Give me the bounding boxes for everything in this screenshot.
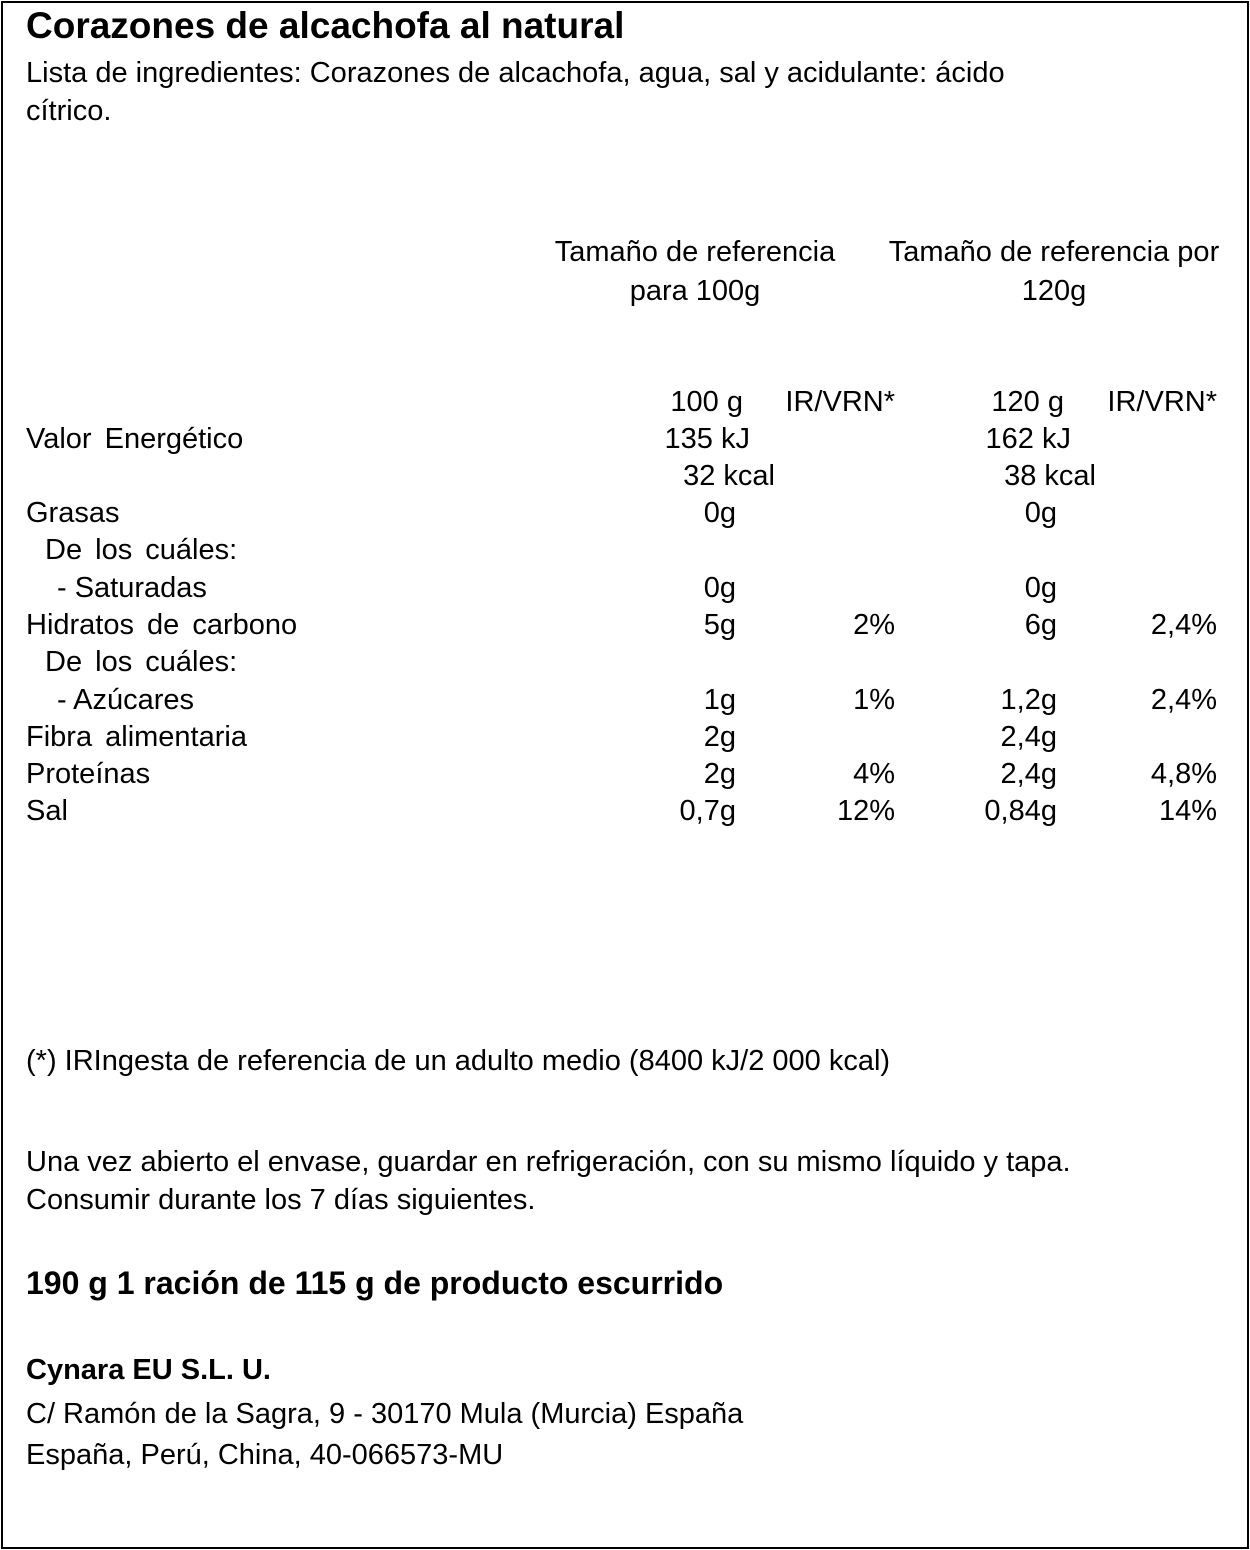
ingredients-line-1: Lista de ingredientes: Corazones de alcachofa, agua, sal y acidulante: ácido (26, 57, 1005, 89)
row-energy-kcal-100g: 32 kcal (683, 460, 775, 492)
row-fibre-100g: 2g (703, 721, 736, 753)
company-name: Cynara EU S.L. U. (26, 1354, 271, 1386)
row-salt-100g: 0,7g (679, 795, 736, 827)
row-label-energy: Valor Energético (26, 423, 244, 455)
row-energy-kj-120g: 162 kJ (985, 423, 1071, 455)
row-label-protein: Proteínas (26, 758, 151, 790)
storage-instructions-line-2: Consumir durante los 7 días siguientes. (26, 1184, 536, 1216)
row-label-saturated: - Saturadas (57, 572, 207, 604)
row-carbohydrates-ir-120g: 2,4% (1150, 609, 1217, 641)
row-label-carbohydrates: Hidratos de carbono (26, 609, 298, 641)
row-saturated-120g: 0g (1024, 572, 1057, 604)
origin-and-registry: España, Perú, China, 40-066573-MU (26, 1439, 504, 1471)
row-sugars-ir-100g: 1% (853, 684, 895, 716)
row-carbohydrates-ir-100g: 2% (853, 609, 895, 641)
product-title: Corazones de alcachofa al natural (26, 5, 625, 46)
ref-120g-subheading: 120g (1021, 275, 1087, 307)
row-fat-100g: 0g (703, 497, 736, 529)
col-header-100g: 100 g (670, 386, 743, 418)
row-label-of-which-carbs: De los cuáles: (45, 646, 238, 678)
company-address: C/ Ramón de la Sagra, 9 - 30170 Mula (Murcia) España (26, 1398, 744, 1430)
row-protein-100g: 2g (703, 758, 736, 790)
row-label-of-which-fat: De los cuáles: (45, 534, 238, 566)
row-energy-kcal-120g: 38 kcal (1004, 460, 1096, 492)
row-salt-ir-120g: 14% (1158, 795, 1217, 827)
footnote: (*) IRIngesta de referencia de un adulto medio (8400 kJ/2 000 kcal) (26, 1045, 891, 1077)
row-label-sugars: - Azúcares (57, 684, 194, 716)
row-fibre-120g: 2,4g (1000, 721, 1057, 753)
ref-120g-heading: Tamaño de referencia por (888, 236, 1220, 268)
row-sugars-100g: 1g (703, 684, 736, 716)
row-label-fat: Grasas (26, 497, 120, 529)
row-sugars-120g: 1,2g (1000, 684, 1057, 716)
row-salt-ir-100g: 12% (836, 795, 895, 827)
row-carbohydrates-120g: 6g (1024, 609, 1057, 641)
row-saturated-100g: 0g (703, 572, 736, 604)
row-salt-120g: 0,84g (984, 795, 1057, 827)
col-header-irvrn-100g: IR/VRN* (785, 386, 895, 418)
row-protein-ir-120g: 4,8% (1150, 758, 1217, 790)
row-fat-120g: 0g (1024, 497, 1057, 529)
row-label-salt: Sal (26, 795, 68, 827)
col-header-120g: 120 g (991, 386, 1064, 418)
storage-instructions-line-1: Una vez abierto el envase, guardar en refrigeración, con su mismo líquido y tapa. (26, 1146, 1071, 1178)
col-header-irvrn-120g: IR/VRN* (1107, 386, 1217, 418)
net-weight: 190 g 1 ración de 115 g de producto escurrido (26, 1265, 724, 1301)
row-sugars-ir-120g: 2,4% (1150, 684, 1217, 716)
row-label-fibre: Fibra alimentaria (26, 721, 247, 753)
ref-100g-heading: Tamaño de referencia (554, 236, 836, 268)
ref-100g-subheading: para 100g (629, 275, 761, 307)
ingredients-line-2: cítrico. (26, 95, 112, 127)
row-carbohydrates-100g: 5g (703, 609, 736, 641)
row-protein-ir-100g: 4% (853, 758, 895, 790)
row-energy-kj-100g: 135 kJ (664, 423, 750, 455)
row-protein-120g: 2,4g (1000, 758, 1057, 790)
